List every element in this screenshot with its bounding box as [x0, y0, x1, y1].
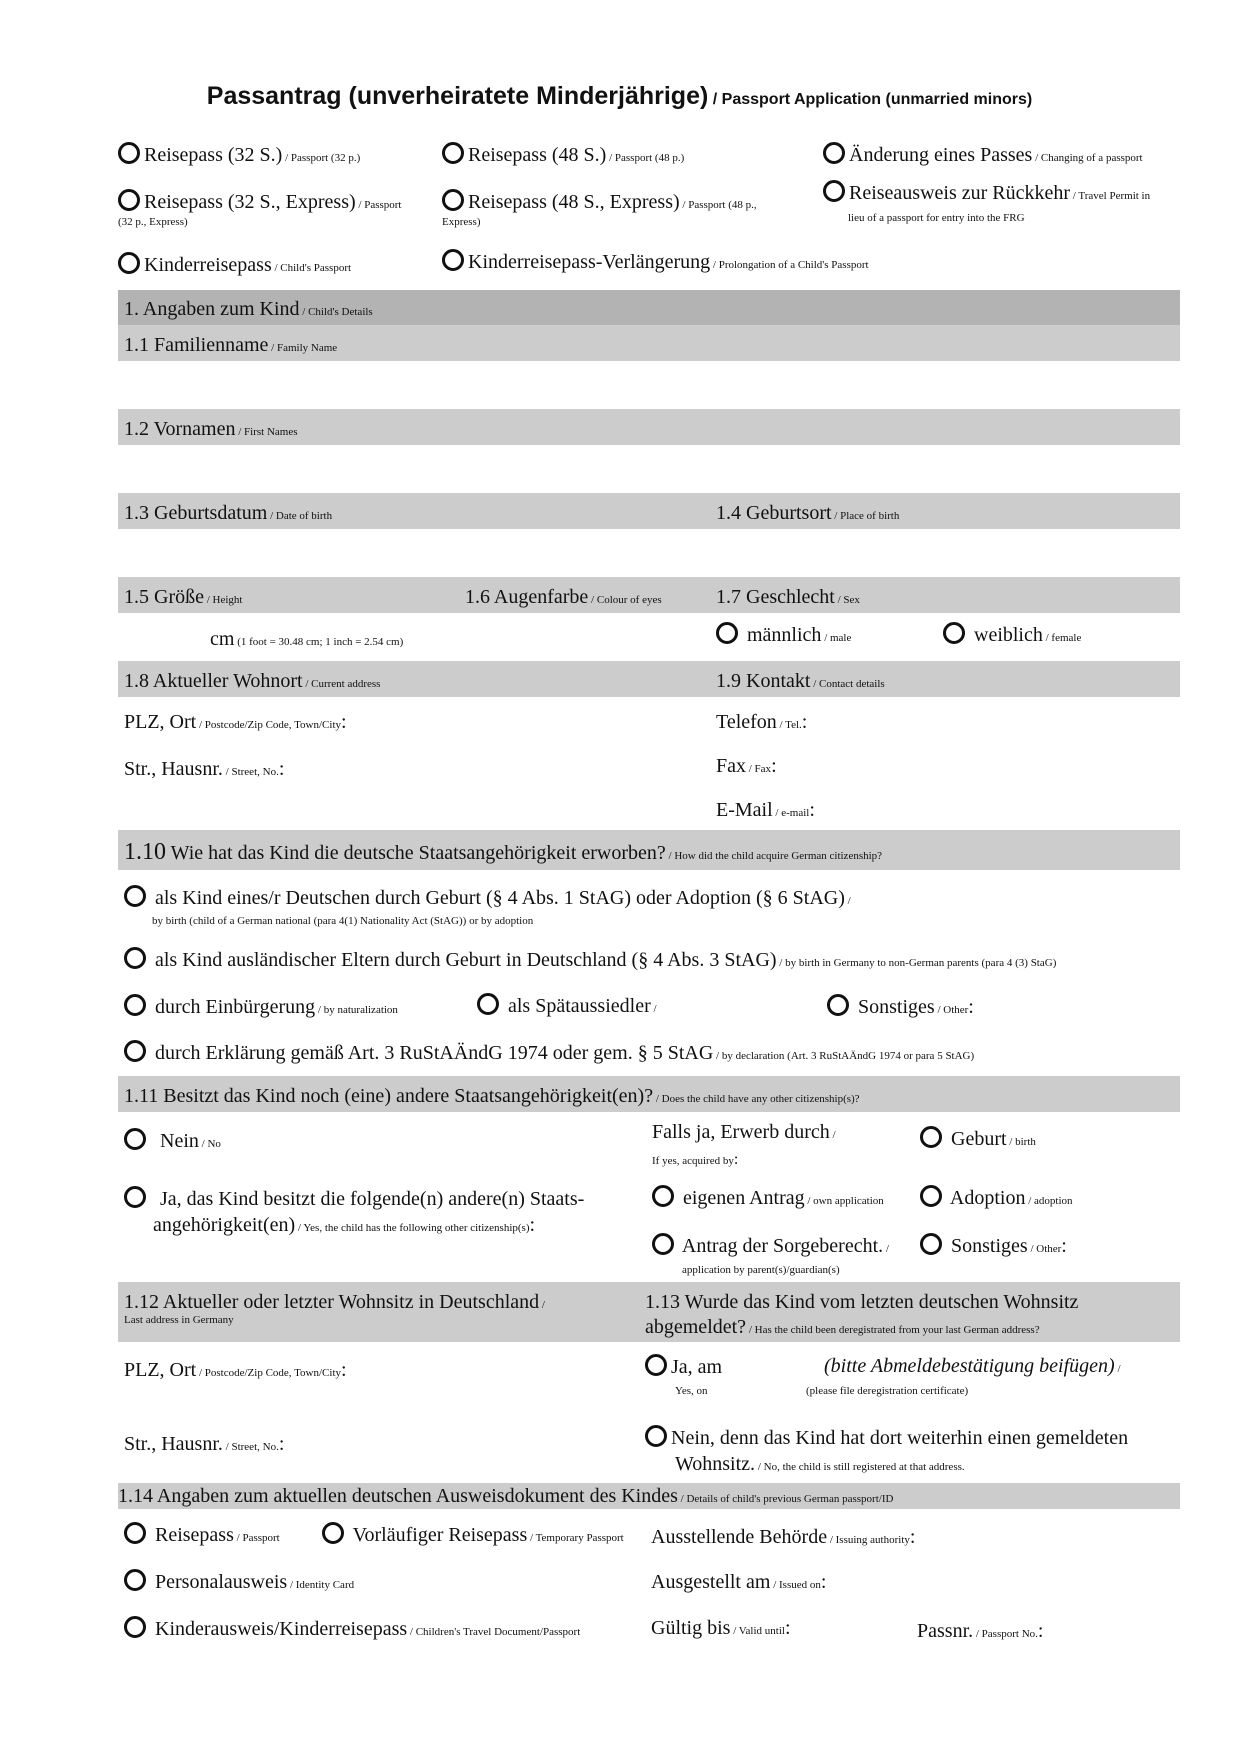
postcode-city-field[interactable]: PLZ, Ort / Postcode/Zip Code, Town/City: [124, 711, 347, 733]
field-sex-label: 1.7 Geschlecht / Sex [716, 586, 860, 608]
issuing-authority-field[interactable]: Ausstellende Behörde / Issuing authority: [651, 1526, 916, 1548]
field-eye-colour-label: 1.6 Augenfarbe / Colour of eyes [465, 586, 662, 608]
field-pob-label: 1.4 Geburtsort / Place of birth [716, 502, 900, 524]
title-de: Passantrag (unverheiratete Minderjährige) [206, 82, 709, 110]
radio-icon[interactable] [118, 189, 140, 211]
option-reiseausweis[interactable]: Reiseausweis zur Rückkehr / Travel Permit in [823, 180, 1150, 208]
field-dob-label: 1.3 Geburtsdatum / Date of birth [124, 502, 333, 524]
radio-icon[interactable] [118, 252, 140, 274]
radio-icon[interactable] [827, 994, 849, 1016]
radio-icon[interactable] [124, 1186, 146, 1208]
first-names-input[interactable] [118, 445, 1180, 493]
citizenship-naturalization-option[interactable]: durch Einbürgerung / by naturalization [124, 994, 398, 1022]
height-unit: cm (1 foot = 30.48 cm; 1 inch = 2.54 cm) [210, 628, 404, 650]
deregistration-note-en: (please file deregistration certificate) [806, 1385, 969, 1397]
family-name-input[interactable] [118, 361, 1180, 409]
page-title [0, 82, 1239, 111]
street-no-field[interactable]: Str., Hausnr. / Street, No.: [124, 758, 285, 780]
other-citizenship-yes-option[interactable]: Ja, das Kind besitzt die folgende(n) andere(n) Staats- [124, 1186, 584, 1211]
option-reisepass-32[interactable]: Reisepass (32 S.) / Passport (32 p.) [118, 142, 360, 170]
section-1-title: 1. Angaben zum Kind / Child's Details [124, 298, 373, 320]
option-kinderreisepass-verlaengerung[interactable]: Kinderreisepass-Verlängerung / Prolongation of a Child's Passport [442, 249, 869, 277]
deregistered-no-line2: Wohnsitz. / No, the child is still registered at that address. [675, 1453, 965, 1475]
radio-icon[interactable] [124, 994, 146, 1016]
if-yes-acquired-label: Falls ja, Erwerb durch / [652, 1121, 836, 1143]
option-kinderreisepass[interactable]: Kinderreisepass / Child's Passport [118, 252, 351, 280]
sex-male-option[interactable]: männlich / male [716, 622, 851, 650]
passport-number-field[interactable]: Passnr. / Passport No.: [917, 1620, 1044, 1642]
doc-childrens-passport-option[interactable]: Kinderausweis/Kinderreisepass / Children's Travel Document/Passport [124, 1616, 580, 1644]
valid-until-field[interactable]: Gültig bis / Valid until: [651, 1617, 791, 1639]
radio-icon[interactable] [823, 142, 845, 164]
citizenship-spaetaussiedler-option[interactable]: als Spätaussiedler / [477, 993, 657, 1021]
deregistered-no-option[interactable]: Nein, denn das Kind hat dort weiterhin einen gemeldeten [645, 1425, 1128, 1450]
radio-icon[interactable] [823, 180, 845, 202]
deregistered-question-line2: abgemeldet? / Has the child been deregistrated from your last German address? [645, 1316, 1040, 1338]
radio-icon[interactable] [124, 1522, 146, 1544]
option-reisepass-48-express[interactable]: Reisepass (48 S., Express) / Passport (48 p., [442, 189, 757, 217]
last-german-address-label: 1.12 Aktueller oder letzter Wohnsitz in Deutschland / [124, 1291, 545, 1313]
radio-icon[interactable] [716, 622, 738, 644]
doc-temporary-passport-option[interactable]: Vorläufiger Reisepass / Temporary Passport [322, 1522, 624, 1550]
radio-icon[interactable] [124, 1040, 146, 1062]
citizenship-other-option[interactable]: Sonstiges / Other: [827, 994, 974, 1022]
if-yes-acquired-en: If yes, acquired by: [652, 1151, 739, 1168]
acquired-guardian-application-option[interactable]: Antrag der Sorgeberecht. / [652, 1233, 889, 1261]
citizenship-foreign-parents-option[interactable]: als Kind ausländischer Eltern durch Geburt in Deutschland (§ 4 Abs. 3 StAG) / by birth in Germany to non-German parents (para 4 (3) StaG) [124, 947, 1056, 975]
id-document-details-label: 1.14 Angaben zum aktuellen deutschen Ausweisdokument des Kindes / Details of child's previous German passport/ID [118, 1485, 894, 1507]
radio-icon[interactable] [920, 1126, 942, 1148]
radio-icon[interactable] [645, 1425, 667, 1447]
radio-icon[interactable] [442, 189, 464, 211]
field-height-label: 1.5 Größe / Height [124, 586, 243, 608]
doc-passport-option[interactable]: Reisepass / Passport [124, 1522, 280, 1550]
doc-identity-card-option[interactable]: Personalausweis / Identity Card [124, 1569, 354, 1597]
acquired-other-option[interactable]: Sonstiges / Other: [920, 1233, 1067, 1261]
option-reisepass-48[interactable]: Reisepass (48 S.) / Passport (48 p.) [442, 142, 684, 170]
email-field[interactable]: E-Mail / e-mail: [716, 799, 815, 821]
option-reiseausweis-en: lieu of a passport for entry into the FRG [848, 212, 1025, 224]
radio-icon[interactable] [442, 142, 464, 164]
citizenship-by-birth-en: by birth (child of a German national (para 4(1) Nationality Act (StAG)) or by adoption [152, 915, 534, 927]
guardian-application-en: application by parent(s)/guardian(s) [682, 1264, 840, 1276]
sex-female-option[interactable]: weiblich / female [943, 622, 1081, 650]
option-reisepass-32-express[interactable]: Reisepass (32 S., Express) / Passport [118, 189, 401, 217]
radio-icon[interactable] [124, 1616, 146, 1638]
option-reisepass-32-express-en: (32 p., Express) [118, 216, 188, 228]
other-citizenship-question: 1.11 Besitzt das Kind noch (eine) andere Staatsangehörigkeit(en)? / Does the child have any other citizenship(s)? [124, 1085, 860, 1107]
radio-icon[interactable] [645, 1354, 667, 1376]
telephone-field[interactable]: Telefon / Tel.: [716, 711, 808, 733]
radio-icon[interactable] [124, 947, 146, 969]
last-street-no-field[interactable]: Str., Hausnr. / Street, No.: [124, 1433, 285, 1455]
deregistration-note: (bitte Abmeldebestätigung beifügen) / [824, 1355, 1121, 1377]
deregistered-yes-option[interactable]: Ja, am [645, 1354, 722, 1379]
field-family-name-label: 1.1 Familienname / Family Name [124, 334, 338, 356]
radio-icon[interactable] [477, 993, 499, 1015]
acquired-by-birth-option[interactable]: Geburt / birth [920, 1126, 1036, 1154]
issued-on-field[interactable]: Ausgestellt am / Issued on: [651, 1571, 827, 1593]
deregistered-question: 1.13 Wurde das Kind vom letzten deutschen Wohnsitz [645, 1291, 1079, 1313]
radio-icon[interactable] [124, 1569, 146, 1591]
citizenship-acquisition-question: 1.10 Wie hat das Kind die deutsche Staatsangehörigkeit erworben? / How did the child acquire German citizenship? [124, 839, 883, 865]
radio-icon[interactable] [943, 622, 965, 644]
other-citizenship-yes-line2: angehörigkeit(en) / Yes, the child has the following other citizenship(s): [153, 1214, 536, 1236]
citizenship-declaration-option[interactable]: durch Erklärung gemäß Art. 3 RuStAÄndG 1974 oder gem. § 5 StAG / by declaration (Art. 3 RuStAÄndG 1974 or para 5 StAG) [124, 1040, 974, 1068]
acquired-adoption-option[interactable]: Adoption / adoption [920, 1185, 1073, 1213]
field-current-address-label: 1.8 Aktueller Wohnort / Current address [124, 670, 381, 692]
deregistered-yes-en: Yes, on [675, 1385, 708, 1397]
field-first-names-label: 1.2 Vornamen / First Names [124, 418, 298, 440]
last-postcode-city-field[interactable]: PLZ, Ort / Postcode/Zip Code, Town/City: [124, 1359, 347, 1381]
fax-field[interactable]: Fax / Fax: [716, 755, 777, 777]
dob-input[interactable] [118, 529, 708, 577]
radio-icon[interactable] [442, 249, 464, 271]
radio-icon[interactable] [652, 1185, 674, 1207]
radio-icon[interactable] [920, 1185, 942, 1207]
radio-icon[interactable] [118, 142, 140, 164]
title-en: / Passport Application (unmarried minors) [708, 91, 1033, 108]
radio-icon[interactable] [322, 1522, 344, 1544]
radio-icon[interactable] [920, 1233, 942, 1255]
other-citizenship-no-option[interactable]: Nein / No [124, 1128, 221, 1156]
pob-input[interactable] [716, 529, 1180, 577]
acquired-own-application-option[interactable]: eigenen Antrag / own application [652, 1185, 884, 1213]
radio-icon[interactable] [124, 1128, 146, 1150]
radio-icon[interactable] [124, 885, 146, 907]
last-german-address-en: Last address in Germany [124, 1314, 234, 1326]
radio-icon[interactable] [652, 1233, 674, 1255]
field-contact-label: 1.9 Kontakt / Contact details [716, 670, 885, 692]
option-aenderung[interactable]: Änderung eines Passes / Changing of a passport [823, 142, 1143, 170]
option-reisepass-48-express-en: Express) [442, 216, 481, 228]
citizenship-by-birth-option[interactable]: als Kind eines/r Deutschen durch Geburt (§ 4 Abs. 1 StAG) oder Adoption (§ 6 StAG) / [124, 885, 851, 913]
